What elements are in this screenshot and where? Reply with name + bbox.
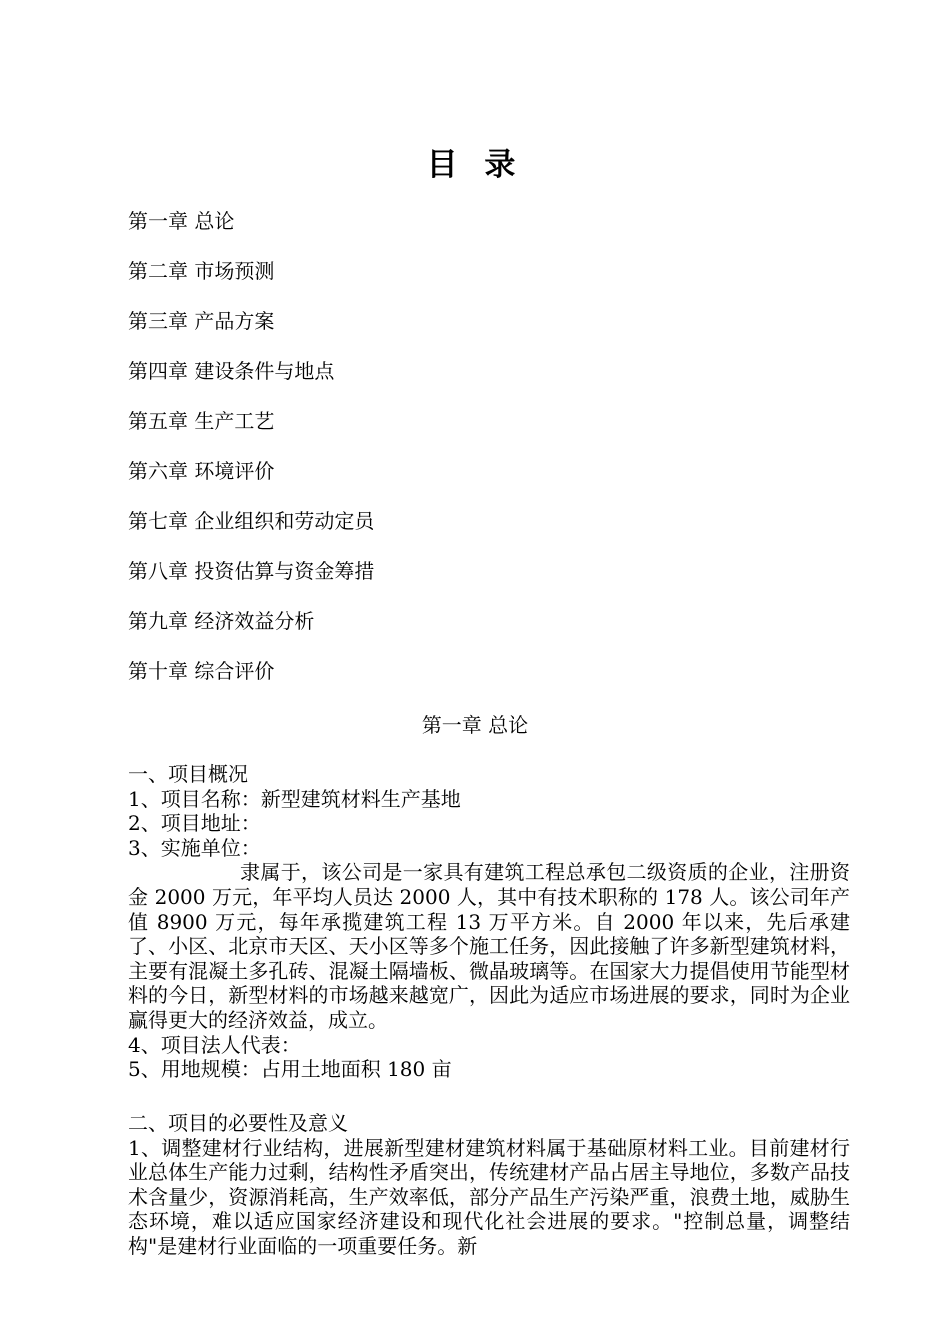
necessity-section: [128, 1111, 850, 1259]
toc-item-6: 第六章 环境评价: [128, 459, 275, 483]
toc-item-2: 第二章 市场预测: [128, 259, 275, 283]
section-title: 一、项目概况: [128, 762, 248, 786]
unit-description: 隶属于，该公司是一家具有建筑工程总承包二级资质的企业，注册资金 2000 万元，年平均人员达 2000 人，其中有技术职称的 178 人。该公司年产值 8900 万元，每年承揽建筑工程 13 万平方米。自 2000 年以来，先后承建了、小区、北京市天区、天小区等多个施工任务，因此接触了许多新型建筑材料，主要有混凝土多孔砖、混凝土隔墙板、微晶玻璃等。在国家大力提倡使用节能型材料的今日，新型材料的市场越来越宽广，因此为适应市场进展的要求，同时为企业赢得更大的经济效益，成立。: [128, 860, 850, 1032]
toc-list: [128, 208, 374, 708]
toc-item-4: 第四章 建设条件与地点: [128, 359, 335, 383]
toc-item-8: 第八章 投资估算与资金筹措: [128, 559, 375, 583]
project-address: 2、项目地址：: [128, 811, 261, 836]
project-name: 1、项目名称：新型建筑材料生产基地: [128, 786, 461, 811]
toc-item-10: 第十章 综合评价: [128, 659, 275, 683]
toc-item-9: 第九章 经济效益分析: [128, 609, 315, 633]
toc-item-5: 第五章 生产工艺: [128, 409, 275, 433]
toc-item-3: 第三章 产品方案: [128, 309, 275, 333]
necessity-paragraph: 1、调整建材行业结构，进展新型建材建筑材料属于基础原材料工业。目前建材行业总体生产能力过剩，结构性矛盾突出，传统建材产品占居主导地位，多数产品技术含量少，资源消耗高，生产效率低，部分产品生产污染严重，浪费土地，威胁生态环境，难以适应国家经济建设和现代化社会进展的要求。"控制总量，调整结构"是建材行业面临的一项重要任务。新: [128, 1135, 850, 1258]
project-overview-section: [128, 762, 850, 1082]
toc-item-1: 第一章 总论: [128, 209, 235, 233]
section-title: 二、项目的必要性及意义: [128, 1111, 348, 1135]
toc-item-7: 第七章 企业组织和劳动定员: [128, 509, 375, 533]
legal-representative: 4、项目法人代表：: [128, 1032, 301, 1057]
land-scale: 5、用地规模：占用土地面积 180 亩: [128, 1057, 452, 1082]
toc-title: 目 录: [426, 147, 524, 183]
implementing-unit: 3、实施单位：: [128, 835, 261, 860]
chapter-heading: 第一章 总论: [421, 713, 529, 737]
